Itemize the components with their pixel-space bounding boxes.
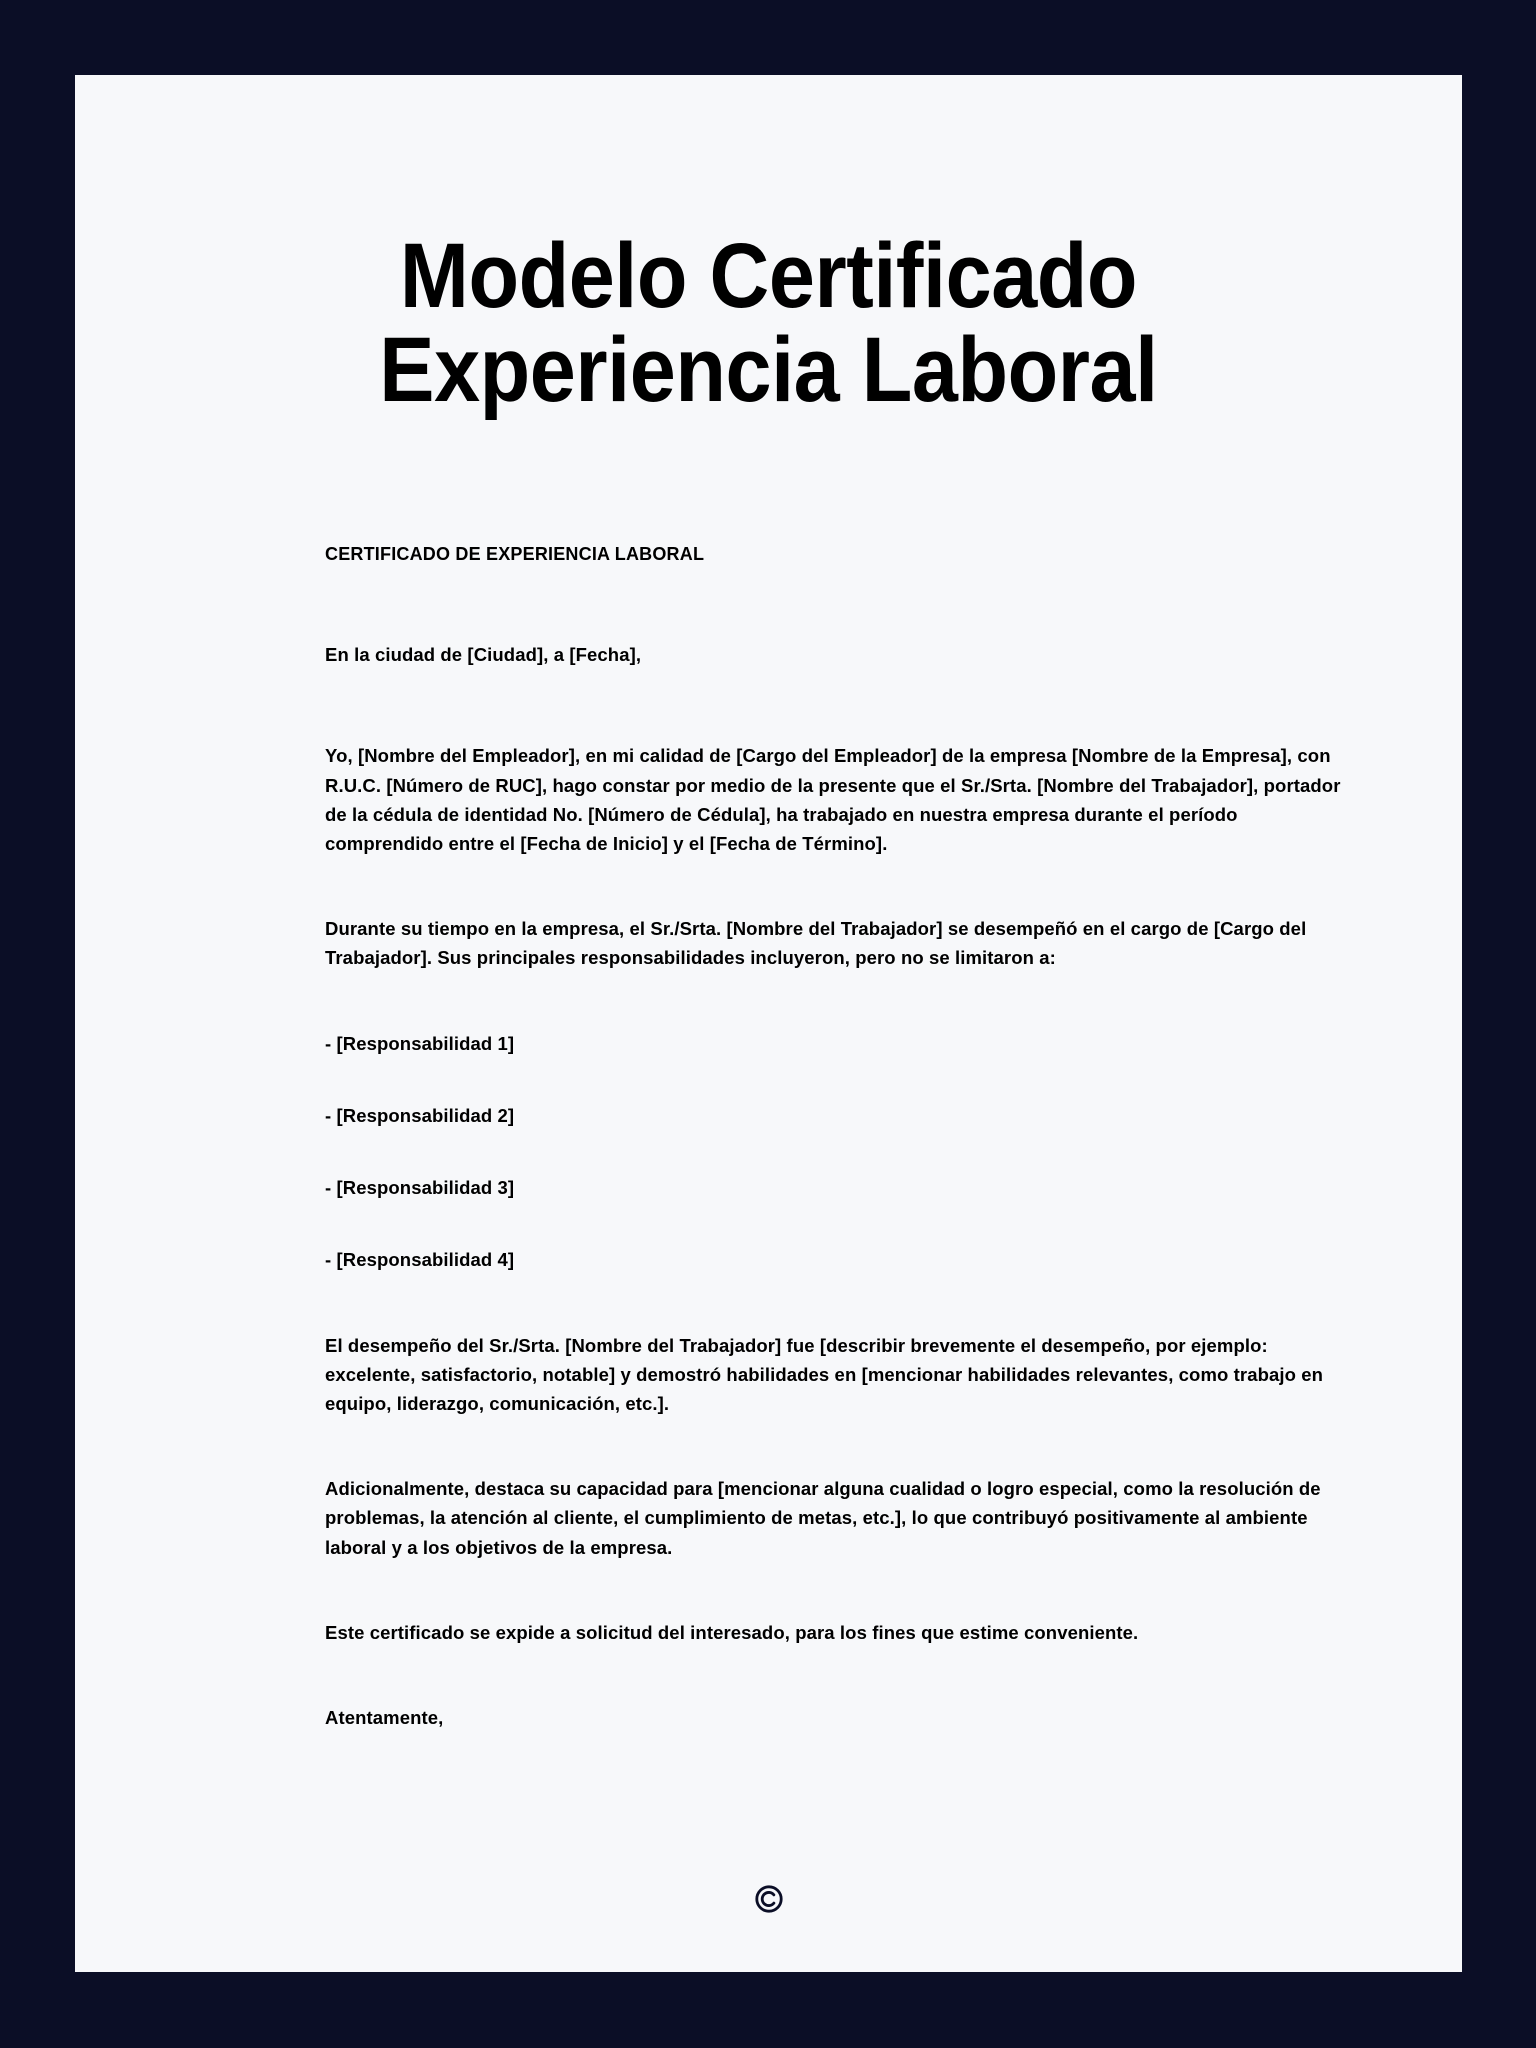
paragraph-role: Durante su tiempo en la empresa, el Sr./Srta. [Nombre del Trabajador] se desempeñó en el cargo de [Cargo del Trabajador]. Sus principales responsabilidades incluyeron, pero no se limitaron a: xyxy=(325,918,1307,969)
responsibility-item: - [Responsabilidad 3] xyxy=(325,1177,515,1199)
paragraph-additional: Adicionalmente, destaca su capacidad para [mencionar alguna cualidad o logro especial, como la resolución de problemas, la atención al cliente, el cumplimiento de metas, etc.], lo que contribuyó positivamente al ambiente laboral y a los objetivos de la empresa. xyxy=(325,1478,1321,1558)
closing-salutation: Atentamente, xyxy=(325,1707,444,1729)
document-page xyxy=(75,75,1462,1972)
page-title: Modelo Certificado Experiencia Laboral xyxy=(379,225,1158,421)
spacer xyxy=(325,568,1357,640)
spacer xyxy=(325,1202,1357,1245)
spacer xyxy=(325,418,1357,540)
responsibility-item: - [Responsabilidad 1] xyxy=(325,1032,515,1054)
responsibility-item: - [Responsabilidad 2] xyxy=(325,1104,515,1126)
paragraph-issuance: Este certificado se expide a solicitud del interesado, para los fines que estime conveniente. xyxy=(325,1621,1139,1643)
date-line: En la ciudad de [Ciudad], a [Fecha], xyxy=(325,644,642,666)
paragraph-intro: Yo, [Nombre del Empleador], en mi calidad de [Cargo del Empleador] de la empresa [Nombre de la Empresa], con R.U.C. [Número de RUC], hago constar por medio de la presente que el Sr./Srta. [Nombre del Trabajador], portador de la cédula de identidad No. [Número de Cédula], ha trabajado en nuestra empresa durante el período comprendido entre el [Fecha de Inicio] y el [Fecha de Término]. xyxy=(325,745,1341,854)
spacer xyxy=(325,1130,1357,1173)
spacer xyxy=(325,1562,1357,1618)
spacer xyxy=(325,858,1357,914)
spacer xyxy=(325,669,1357,741)
spacer xyxy=(325,1275,1357,1331)
certificate-heading: CERTIFICADO DE EXPERIENCIA LABORAL xyxy=(325,543,705,564)
spacer xyxy=(325,973,1357,1029)
spacer xyxy=(325,1418,1357,1474)
footer xyxy=(75,1884,1462,1914)
document-body xyxy=(75,418,1462,1733)
paragraph-performance: El desempeño del Sr./Srta. [Nombre del Trabajador] fue [describir brevemente el desempeño, por ejemplo: excelente, satisfactorio, notable] y demostró habilidades en [mencionar habilidades relevantes, como trabajo en equipo, liderazgo, comunicación, etc.]. xyxy=(325,1334,1324,1414)
responsibility-item: - [Responsabilidad 4] xyxy=(325,1249,515,1271)
spacer xyxy=(325,1058,1357,1101)
spacer xyxy=(325,1647,1357,1703)
copyright-icon xyxy=(754,1884,784,1914)
